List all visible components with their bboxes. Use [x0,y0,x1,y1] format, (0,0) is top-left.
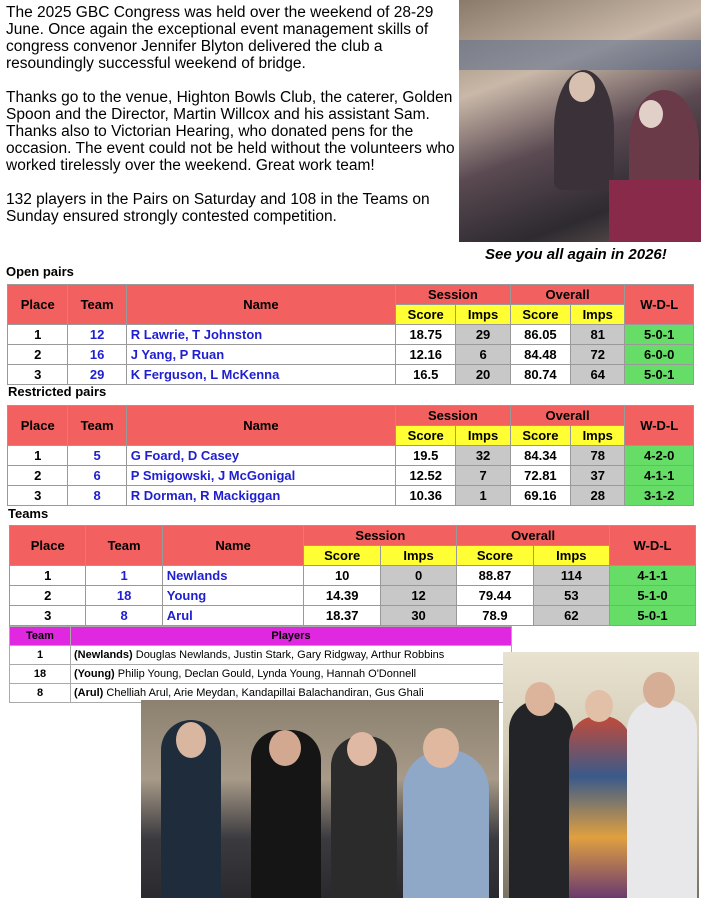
col-score: Score [457,546,533,566]
col-overall: Overall [510,285,625,305]
players-cell [71,646,512,665]
session-imps-cell: 20 [456,365,510,385]
table-row [10,665,512,684]
table-row [8,466,694,486]
name-cell: G Foard, D Casey [126,446,395,466]
overall-imps-cell: 64 [571,365,625,385]
team-cell: 16 [68,345,126,365]
team-players-table [9,626,512,703]
table-row [8,486,694,506]
col-score: Score [396,305,456,325]
team-cell: 8 [86,606,162,626]
overall-imps-cell: 81 [571,325,625,345]
player-names: Chelliah Arul, Arie Meydan, Kandapillai Balachandiran, Gus Ghali [103,687,424,699]
intro-text [6,4,458,242]
name-cell: Arul [162,606,304,626]
wdl-cell: 6-0-0 [625,345,694,365]
wdl-cell: 5-0-1 [610,606,696,626]
name-cell: K Ferguson, L McKenna [126,365,395,385]
col-imps: Imps [571,426,625,446]
overall-score-cell: 72.81 [510,466,570,486]
place-cell: 3 [10,606,86,626]
team-cell: 5 [68,446,126,466]
congress-hall-photo [459,0,701,242]
session-score-cell: 14.39 [304,586,380,606]
col-overall: Overall [510,406,625,426]
name-cell: R Dorman, R Mackiggan [126,486,395,506]
col-place: Place [8,285,68,325]
session-imps-cell: 30 [380,606,456,626]
overall-imps-cell: 62 [533,606,609,626]
players-cell [71,665,512,684]
overall-score-cell: 69.16 [510,486,570,506]
col-team: Team [68,406,126,446]
col-overall: Overall [457,526,610,546]
col-imps: Imps [456,305,510,325]
table-row [8,446,694,466]
session-score-cell: 19.5 [396,446,456,466]
col-team: Team [10,627,71,646]
place-cell: 1 [10,566,86,586]
col-wdl: W-D-L [625,285,694,325]
wdl-cell: 5-0-1 [625,365,694,385]
team-cell: 6 [68,466,126,486]
col-place: Place [10,526,86,566]
open-pairs-table [7,284,694,385]
intro-paragraph: Thanks go to the venue, Highton Bowls Club, the caterer, Golden Spoon and the Director, Martin Willcox and his assistant Sam. Thanks also to Victorian Hearing, who donated pens for the occasion. The event could not be held without the volunteers who worked tirelessly over the weekend. Great work team! [6,89,455,174]
session-imps-cell: 29 [456,325,510,345]
session-score-cell: 12.16 [396,345,456,365]
team-tag: (Arul) [74,687,104,699]
place-cell: 3 [8,486,68,506]
overall-imps-cell: 28 [571,486,625,506]
wdl-cell: 5-1-0 [610,586,696,606]
winners-group-photo [141,700,499,898]
col-wdl: W-D-L [625,406,694,446]
session-score-cell: 18.37 [304,606,380,626]
wdl-cell: 4-1-1 [625,466,694,486]
table-row [8,345,694,365]
overall-score-cell: 88.87 [457,566,533,586]
col-imps: Imps [380,546,456,566]
name-cell: J Yang, P Ruan [126,345,395,365]
place-cell: 2 [10,586,86,606]
wdl-cell: 5-0-1 [625,325,694,345]
team-cell: 29 [68,365,126,385]
player-names: Douglas Newlands, Justin Stark, Gary Ridgway, Arthur Robbins [132,649,445,661]
session-imps-cell: 32 [456,446,510,466]
col-name: Name [162,526,304,566]
place-cell: 2 [8,466,68,486]
team-cell: 1 [86,566,162,586]
overall-score-cell: 84.34 [510,446,570,466]
table-row [8,325,694,345]
name-cell: Newlands [162,566,304,586]
table-row [10,646,512,665]
overall-imps-cell: 114 [533,566,609,586]
intro-paragraph: The 2025 GBC Congress was held over the weekend of 28-29 June. Once again the exceptional event management skills of congress convenor Jennifer Blyton delivered the club a resoundingly successful weekend of bridge. [6,4,434,72]
team-cell: 8 [68,486,126,506]
col-name: Name [126,285,395,325]
table-row [10,606,696,626]
name-cell: Young [162,586,304,606]
team-cell: 8 [10,684,71,703]
session-imps-cell: 6 [456,345,510,365]
photo-caption: See you all again in 2026! [485,246,667,263]
teams-table [9,525,696,626]
col-score: Score [510,426,570,446]
col-wdl: W-D-L [610,526,696,566]
intro-paragraph: 132 players in the Pairs on Saturday and 108 in the Teams on Sunday ensured strongly contested competition. [6,191,430,225]
col-score: Score [304,546,380,566]
place-cell: 3 [8,365,68,385]
place-cell: 2 [8,345,68,365]
col-name: Name [126,406,395,446]
col-session: Session [396,285,511,305]
restricted-pairs-table [7,405,694,506]
session-score-cell: 10 [304,566,380,586]
col-players: Players [71,627,512,646]
overall-score-cell: 86.05 [510,325,570,345]
session-score-cell: 10.36 [396,486,456,506]
overall-score-cell: 79.44 [457,586,533,606]
wdl-cell: 3-1-2 [625,486,694,506]
team-cell: 12 [68,325,126,345]
col-imps: Imps [533,546,609,566]
col-place: Place [8,406,68,446]
overall-imps-cell: 78 [571,446,625,466]
open-pairs-title: Open pairs [6,264,74,279]
overall-imps-cell: 37 [571,466,625,486]
overall-score-cell: 78.9 [457,606,533,626]
col-score: Score [510,305,570,325]
table-row [10,566,696,586]
col-imps: Imps [571,305,625,325]
place-cell: 1 [8,325,68,345]
team-tag: (Young) [74,668,115,680]
col-score: Score [396,426,456,446]
table-row [8,365,694,385]
name-cell: R Lawrie, T Johnston [126,325,395,345]
col-team: Team [86,526,162,566]
session-imps-cell: 1 [456,486,510,506]
col-session: Session [396,406,511,426]
wdl-cell: 4-2-0 [625,446,694,466]
name-cell: P Smigowski, J McGonigal [126,466,395,486]
table-row [10,586,696,606]
restricted-pairs-title: Restricted pairs [8,384,107,399]
wdl-cell: 4-1-1 [610,566,696,586]
overall-score-cell: 84.48 [510,345,570,365]
session-imps-cell: 12 [380,586,456,606]
team-cell: 1 [10,646,71,665]
overall-imps-cell: 72 [571,345,625,365]
session-score-cell: 18.75 [396,325,456,345]
session-score-cell: 12.52 [396,466,456,486]
session-imps-cell: 0 [380,566,456,586]
session-imps-cell: 7 [456,466,510,486]
teams-title: Teams [8,506,49,521]
team-cell: 18 [86,586,162,606]
winners-trio-photo [503,652,699,898]
col-session: Session [304,526,457,546]
team-cell: 18 [10,665,71,684]
overall-score-cell: 80.74 [510,365,570,385]
session-score-cell: 16.5 [396,365,456,385]
overall-imps-cell: 53 [533,586,609,606]
col-imps: Imps [456,426,510,446]
player-names: Philip Young, Declan Gould, Lynda Young, Hannah O'Donnell [114,668,417,680]
place-cell: 1 [8,446,68,466]
team-tag: (Newlands) [74,649,133,661]
col-team: Team [68,285,126,325]
